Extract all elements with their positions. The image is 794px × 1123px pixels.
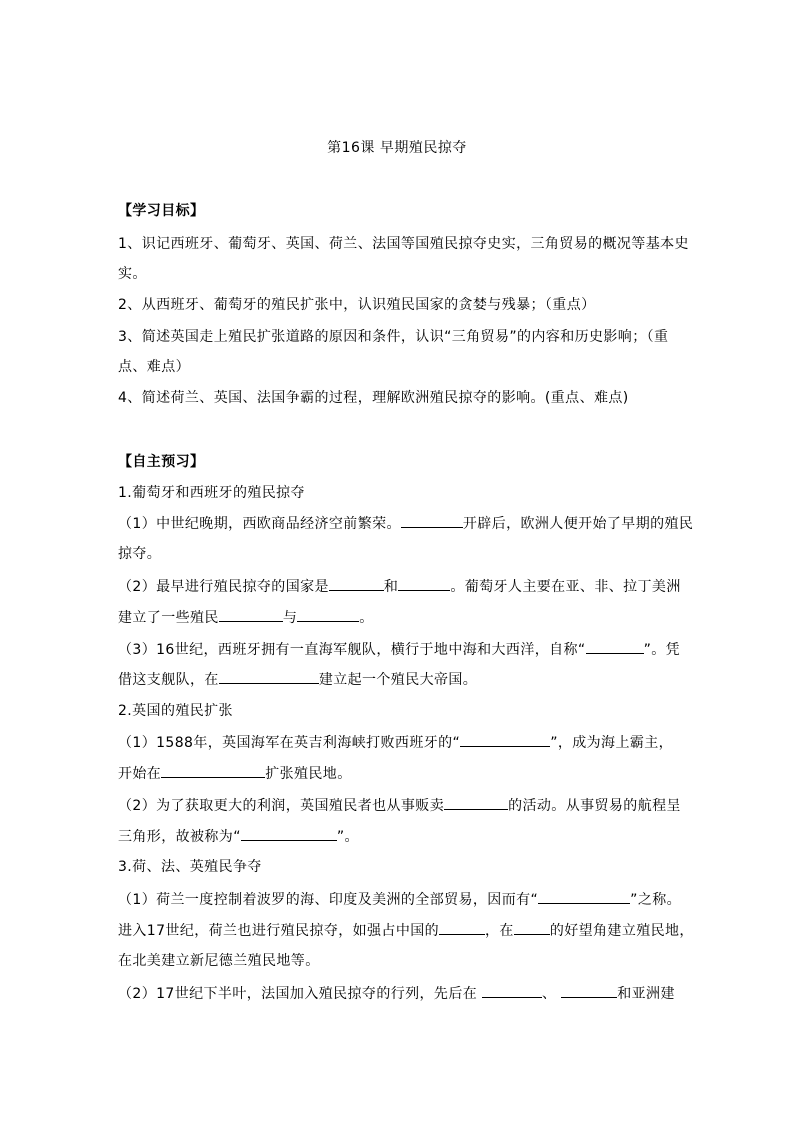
q3-1-line-1: （1）荷兰一度控制着波罗的海、印度及美洲的全部贸易，因而有“ ”之称。	[118, 892, 682, 908]
q1-2-line-1: （2）最早进行殖民掠夺的国家是 和 。葡萄牙人主要在亚、非、拉丁美洲	[118, 579, 681, 595]
blank-field[interactable]	[538, 890, 630, 904]
blank-field[interactable]	[460, 733, 550, 747]
section-1-title: 1.葡萄牙和西班牙的殖民掠夺	[118, 485, 305, 501]
goal-3-line-2: 点、难点）	[118, 359, 190, 375]
q1-2-line-2: 建立了一些殖民 与 。	[118, 610, 374, 626]
q2-1-line-1: （1）1588年，英国海军在英吉利海峡打败西班牙的“ ”，成为海上霸主，	[118, 735, 674, 751]
q3-1-line-2: 进入17世纪，荷兰也进行殖民掠夺，如强占中国的 ，在 的好望角建立殖民地，	[118, 923, 694, 939]
q2-1-line-2: 开始在 扩张殖民地。	[118, 766, 352, 782]
blank-field[interactable]	[586, 640, 644, 654]
q3-1-line-3: 在北美建立新尼德兰殖民地等。	[118, 953, 320, 969]
section-3-title: 3.荷、法、英殖民争夺	[118, 859, 262, 875]
blank-field[interactable]	[297, 608, 359, 622]
blank-field[interactable]	[398, 577, 450, 591]
blank-field[interactable]	[514, 921, 550, 935]
q2-2-line-1: （2）为了获取更大的利润，英国殖民者也从事贩卖 的活动。从事贸易的航程呈	[118, 798, 681, 814]
q1-3-line-2: 借这支舰队，在 建立起一个殖民大帝国。	[118, 672, 478, 688]
goal-3-line-1: 3、简述英国走上殖民扩张道路的原因和条件，认识“三角贸易”的内容和历史影响；（重	[118, 329, 669, 345]
q3-2-line-1: （2）17世纪下半叶，法国加入殖民掠夺的行列，先后在 、 和亚洲建	[118, 986, 675, 1002]
goal-1-line-2: 实。	[118, 266, 147, 282]
blank-field[interactable]	[241, 827, 337, 841]
goal-2: 2、从西班牙、葡萄牙的殖民扩张中，认识殖民国家的贪婪与残暴；（重点）	[118, 297, 596, 313]
section-2-title: 2.英国的殖民扩张	[118, 703, 233, 719]
blank-field[interactable]	[482, 984, 542, 998]
blank-field[interactable]	[401, 514, 463, 528]
q1-1-line-1: （1）中世纪晚期，西欧商品经济空前繁荣。 开辟后，欧洲人便开始了早期的殖民	[118, 516, 694, 532]
q1-1-line-2: 掠夺。	[118, 546, 162, 562]
blank-field[interactable]	[329, 577, 384, 591]
blank-field[interactable]	[219, 608, 283, 622]
blank-field[interactable]	[444, 796, 508, 810]
goals-heading: 【学习目标】	[118, 203, 205, 219]
lesson-title: 第16课 早期殖民掠夺	[327, 140, 467, 156]
goal-4: 4、简述荷兰、英国、法国争霸的过程，理解欧洲殖民掠夺的影响。(重点、难点)	[118, 390, 629, 406]
blank-field[interactable]	[561, 984, 617, 998]
preview-heading: 【自主预习】	[118, 454, 205, 470]
q2-2-line-2: 三角形，故被称为“ ”。	[118, 829, 359, 845]
blank-field[interactable]	[219, 670, 319, 684]
blank-field[interactable]	[439, 921, 485, 935]
blank-field[interactable]	[161, 764, 265, 778]
goal-1-line-1: 1、识记西班牙、葡萄牙、英国、荷兰、法国等国殖民掠夺史实，三角贸易的概况等基本史	[118, 236, 689, 252]
q1-3-line-1: （3）16世纪，西班牙拥有一直海军舰队，横行于地中海和大西洋，自称“ ”。凭	[118, 642, 681, 658]
